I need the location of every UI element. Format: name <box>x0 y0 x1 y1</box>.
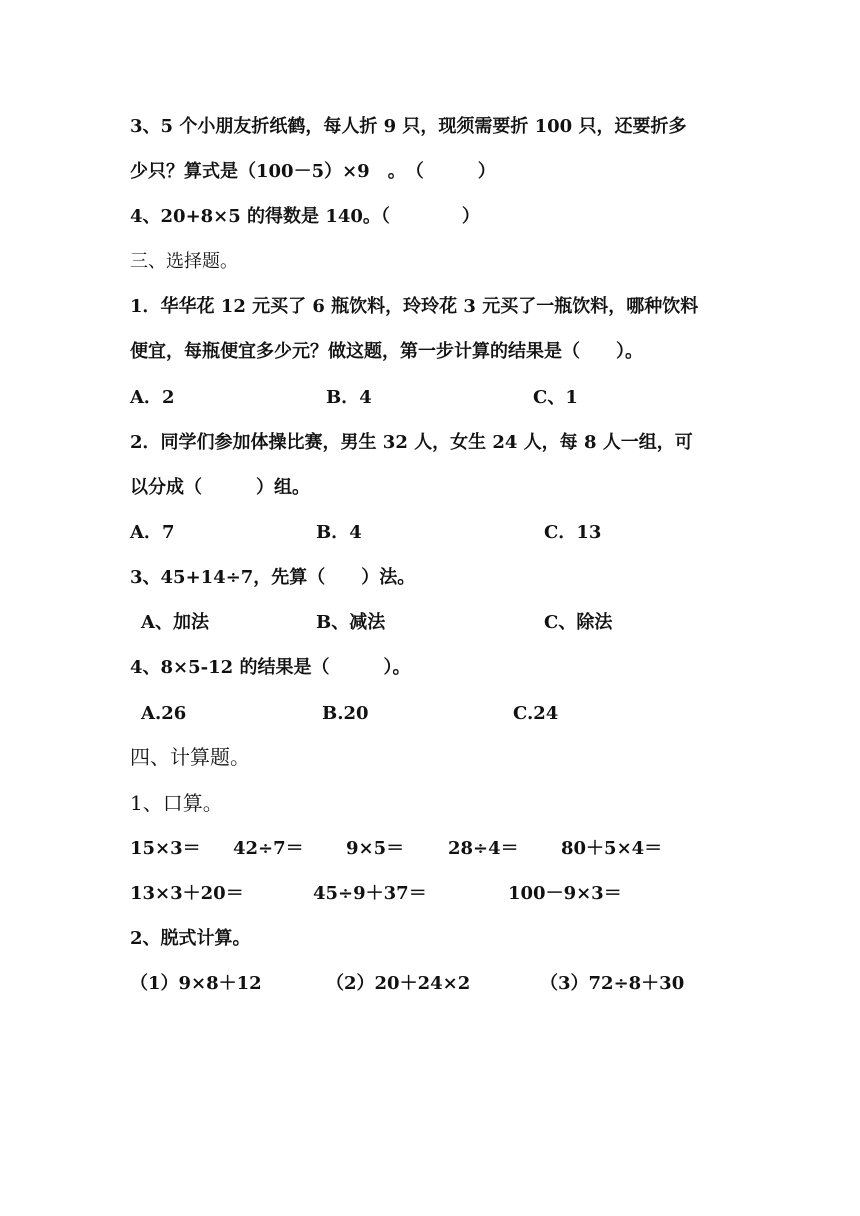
choice-q3-option-b: B、减法 <box>316 612 386 633</box>
choice-q1-line1: 1．华华花 12 元买了 6 瓶饮料，玲玲花 3 元买了一瓶饮料，哪种饮料 <box>130 296 699 317</box>
choice-q4-option-a: A.26 <box>141 703 187 724</box>
judge-q4: 4、20+8×5 的得数是 140。（ ） <box>130 206 480 227</box>
written-calc-item: （2）20＋24×2 <box>326 973 471 994</box>
choice-q1-option-b: B．4 <box>326 387 372 408</box>
choice-q1-option-c: C、1 <box>533 387 578 408</box>
choice-q2-line1: 2．同学们参加体操比赛，男生 32 人，女生 24 人，每 8 人一组，可 <box>130 432 693 453</box>
choice-q2-option-c: C．13 <box>544 522 602 543</box>
oral-calc-item: 9×5＝ <box>346 838 405 859</box>
written-calc-title: 2、脱式计算。 <box>130 928 251 949</box>
oral-calc-item: 13×3＋20＝ <box>130 883 244 904</box>
oral-calc-item: 15×3＝ <box>130 838 201 859</box>
choice-q4-line1: 4、8×5-12 的结果是（ ）。 <box>130 657 411 678</box>
choice-q1-line2: 便宜，每瓶便宜多少元？做这题，第一步计算的结果是（ ）。 <box>130 341 643 362</box>
choice-q3-option-a: A、加法 <box>141 612 209 633</box>
oral-calc-title: 1、口算。 <box>130 791 223 815</box>
choice-q2-option-a: A．7 <box>130 522 175 543</box>
choice-q3-line1: 3、45+14÷7，先算（ ）法。 <box>130 567 416 588</box>
oral-calc-item: 28÷4＝ <box>448 838 519 859</box>
section3-title: 三、选择题。 <box>130 251 238 272</box>
oral-calc-item: 45÷9＋37＝ <box>313 883 427 904</box>
choice-q1-option-a: A．2 <box>130 387 175 408</box>
oral-calc-item: 100－9×3＝ <box>508 883 622 904</box>
judge-q3-line1: 3、5 个小朋友折纸鹤，每人折 9 只，现须需要折 100 只，还要折多 <box>130 116 687 137</box>
choice-q4-option-b: B.20 <box>322 703 369 724</box>
written-calc-item: （1）9×8＋12 <box>130 973 262 994</box>
judge-q3-line2: 少只？算式是（100－5）×9 。 （ ） <box>130 161 496 182</box>
oral-calc-item: 42÷7＝ <box>233 838 304 859</box>
choice-q3-option-c: C、除法 <box>544 612 613 633</box>
written-calc-item: （3）72÷8＋30 <box>540 973 685 994</box>
section4-title: 四、计算题。 <box>130 745 250 769</box>
choice-q2-option-b: B．4 <box>316 522 362 543</box>
choice-q4-option-c: C.24 <box>513 703 559 724</box>
oral-calc-item: 80＋5×4＝ <box>561 838 663 859</box>
choice-q2-line2: 以分成（ ）组。 <box>130 477 310 498</box>
